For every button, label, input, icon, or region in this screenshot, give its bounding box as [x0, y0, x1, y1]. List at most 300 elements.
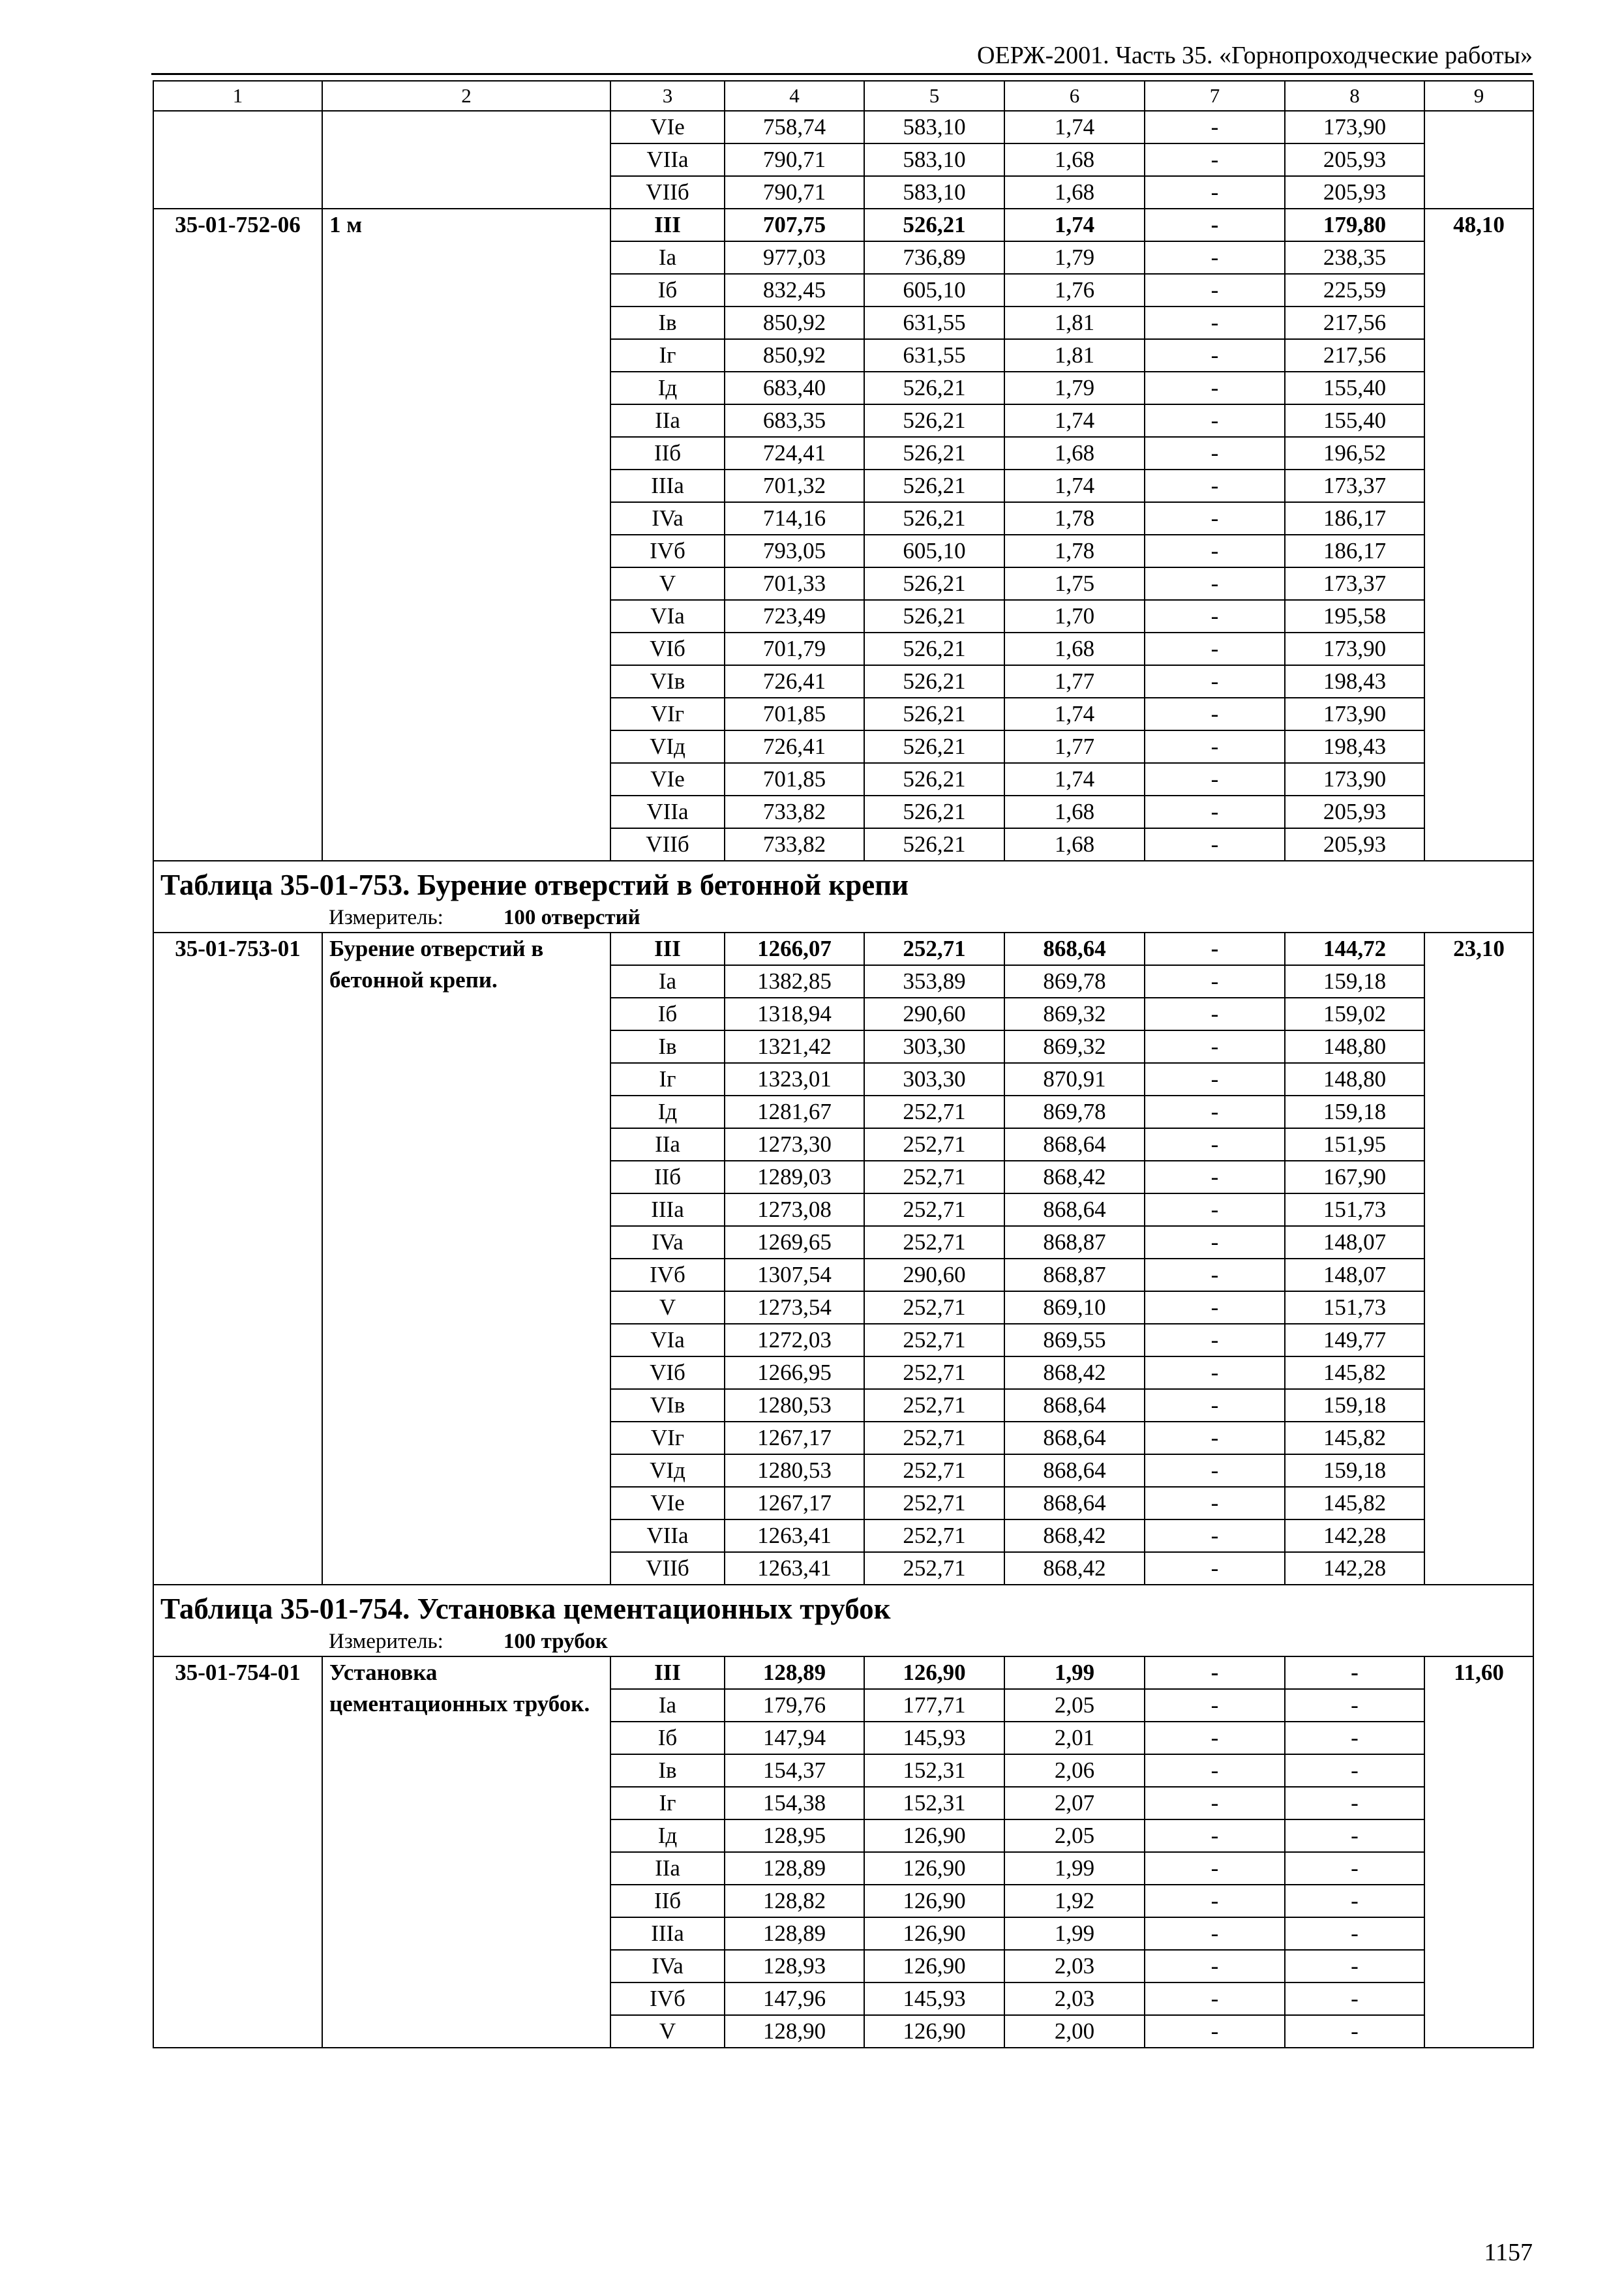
table-cell: -: [1145, 828, 1285, 861]
table-cell: 148,07: [1285, 1226, 1424, 1259]
labor-cost: 23,10: [1424, 933, 1533, 1585]
table-cell: 1,68: [1004, 176, 1145, 209]
table-cell: 126,90: [864, 1917, 1004, 1950]
table-cell: 793,05: [725, 535, 864, 567]
table-cell: 526,21: [864, 404, 1004, 437]
table-cell: -: [1285, 1754, 1424, 1787]
table-cell: 869,32: [1004, 998, 1145, 1030]
table-cell: IIб: [610, 437, 725, 470]
rate-code: 35-01-753-01: [153, 933, 322, 1585]
table-cell: 145,93: [864, 1722, 1004, 1754]
table-cell: Ia: [610, 1689, 725, 1722]
table-cell: IVб: [610, 1259, 725, 1291]
table-cell: 526,21: [864, 567, 1004, 600]
table-cell: 173,90: [1285, 633, 1424, 665]
table-cell: 526,21: [864, 633, 1004, 665]
table-cell: 173,90: [1285, 763, 1424, 796]
table-cell: 225,59: [1285, 274, 1424, 307]
table-cell: 726,41: [725, 665, 864, 698]
table-cell: VIг: [610, 1422, 725, 1454]
table-cell: 1,92: [1004, 1885, 1145, 1917]
table-cell: -: [1285, 1689, 1424, 1722]
table-cell: -: [1145, 1291, 1285, 1324]
table-cell: VIIб: [610, 176, 725, 209]
table-cell: VIд: [610, 730, 725, 763]
table-cell: 736,89: [864, 241, 1004, 274]
table-cell: 151,73: [1285, 1193, 1424, 1226]
table-title: Таблица 35-01-753. Бурение отверстий в бетонной крепи: [160, 869, 909, 901]
table-cell: -: [1145, 1030, 1285, 1063]
table-cell: -: [1145, 307, 1285, 339]
column-number: 3: [610, 81, 725, 111]
table-cell: 790,71: [725, 176, 864, 209]
table-cell: 144,72: [1285, 933, 1424, 965]
table-cell: -: [1145, 1917, 1285, 1950]
table-cell: VIб: [610, 633, 725, 665]
table-cell: 583,10: [864, 176, 1004, 209]
table-cell: 1307,54: [725, 1259, 864, 1291]
table-cell: 1,74: [1004, 111, 1145, 143]
table-cell: -: [1145, 763, 1285, 796]
table-cell: 1289,03: [725, 1161, 864, 1193]
table-cell: -: [1145, 730, 1285, 763]
table-cell: 2,06: [1004, 1754, 1145, 1787]
table-cell: -: [1145, 209, 1285, 241]
column-number: 4: [725, 81, 864, 111]
table-cell: 1267,17: [725, 1422, 864, 1454]
table-cell: 1,78: [1004, 535, 1145, 567]
table-cell: 126,90: [864, 2015, 1004, 2048]
table-cell: 526,21: [864, 698, 1004, 730]
table-cell: 707,75: [725, 209, 864, 241]
table-cell: 155,40: [1285, 404, 1424, 437]
table-cell: -: [1145, 111, 1285, 143]
table-cell: 252,71: [864, 933, 1004, 965]
table-cell: 526,21: [864, 665, 1004, 698]
table-cell: 145,82: [1285, 1487, 1424, 1519]
table-cell: Iд: [610, 1819, 725, 1852]
table-cell: Iв: [610, 1030, 725, 1063]
table-cell: 526,21: [864, 209, 1004, 241]
table-cell: VIIa: [610, 1519, 725, 1552]
table-cell: 252,71: [864, 1193, 1004, 1226]
table-cell: -: [1145, 176, 1285, 209]
table-cell: 177,71: [864, 1689, 1004, 1722]
table-cell: -: [1145, 1063, 1285, 1096]
table-cell: 167,90: [1285, 1161, 1424, 1193]
table-cell: -: [1145, 665, 1285, 698]
table-cell: -: [1145, 698, 1285, 730]
table-cell: 1,68: [1004, 633, 1145, 665]
table-cell: 2,03: [1004, 1950, 1145, 1982]
table-cell: Iб: [610, 1722, 725, 1754]
table-cell: 526,21: [864, 437, 1004, 470]
table-cell: 832,45: [725, 274, 864, 307]
table-cell: 173,37: [1285, 567, 1424, 600]
table-cell: 1,68: [1004, 143, 1145, 176]
table-cell: -: [1145, 1389, 1285, 1422]
table-cell: 238,35: [1285, 241, 1424, 274]
table-cell: VIг: [610, 698, 725, 730]
table-cell: 2,07: [1004, 1787, 1145, 1819]
table-cell: 701,85: [725, 763, 864, 796]
table-cell: 128,95: [725, 1819, 864, 1852]
table-cell: -: [1285, 2015, 1424, 2048]
table-cell: -: [1145, 339, 1285, 372]
table-cell: 145,82: [1285, 1422, 1424, 1454]
table-cell: 303,30: [864, 1063, 1004, 1096]
column-number: 7: [1145, 81, 1285, 111]
table-cell: 868,64: [1004, 1454, 1145, 1487]
table-cell: VIIб: [610, 1552, 725, 1585]
table-cell: 151,95: [1285, 1128, 1424, 1161]
table-cell: 1,81: [1004, 339, 1145, 372]
table-cell: -: [1145, 1722, 1285, 1754]
table-cell: 526,21: [864, 763, 1004, 796]
table-cell: -: [1145, 241, 1285, 274]
table-cell: 252,71: [864, 1519, 1004, 1552]
measure-label: Измеритель:: [329, 906, 444, 929]
table-cell: -: [1145, 933, 1285, 965]
table-cell: -: [1145, 1754, 1285, 1787]
table-cell: 868,64: [1004, 1487, 1145, 1519]
table-cell: 868,42: [1004, 1552, 1145, 1585]
table-cell: 850,92: [725, 307, 864, 339]
table-cell: 1,74: [1004, 404, 1145, 437]
table-cell: 126,90: [864, 1950, 1004, 1982]
labor-cost: [1424, 111, 1533, 209]
table-cell: 290,60: [864, 1259, 1004, 1291]
table-caption: [153, 1585, 1533, 1656]
table-cell: -: [1145, 1128, 1285, 1161]
table-cell: 159,02: [1285, 998, 1424, 1030]
table-cell: 1,77: [1004, 730, 1145, 763]
column-number: 6: [1004, 81, 1145, 111]
column-number: 9: [1424, 81, 1533, 111]
table-cell: -: [1145, 600, 1285, 633]
table-cell: 290,60: [864, 998, 1004, 1030]
table-cell: 126,90: [864, 1852, 1004, 1885]
table-cell: 2,00: [1004, 2015, 1145, 2048]
labor-cost: 48,10: [1424, 209, 1533, 861]
measure-value: 100 трубок: [503, 1630, 608, 1653]
table-cell: 128,89: [725, 1917, 864, 1950]
table-cell: 252,71: [864, 1324, 1004, 1356]
table-cell: -: [1145, 1096, 1285, 1128]
table-cell: 1318,94: [725, 998, 864, 1030]
table-cell: 198,43: [1285, 730, 1424, 763]
table-cell: 526,21: [864, 796, 1004, 828]
table-cell: 252,71: [864, 1128, 1004, 1161]
table-cell: 154,37: [725, 1754, 864, 1787]
table-cell: -: [1145, 1259, 1285, 1291]
table-cell: 353,89: [864, 965, 1004, 998]
table-cell: 252,71: [864, 1454, 1004, 1487]
table-cell: -: [1145, 796, 1285, 828]
table-cell: 1266,07: [725, 933, 864, 965]
table-cell: VIa: [610, 600, 725, 633]
table-cell: 2,05: [1004, 1819, 1145, 1852]
table-row: [153, 111, 1533, 143]
table-cell: 205,93: [1285, 796, 1424, 828]
table-cell: IVa: [610, 1226, 725, 1259]
table-cell: VIв: [610, 1389, 725, 1422]
table-cell: 868,42: [1004, 1356, 1145, 1389]
table-cell: -: [1145, 1161, 1285, 1193]
table-cell: 252,71: [864, 1389, 1004, 1422]
rates-table: [153, 80, 1534, 2048]
table-cell: 526,21: [864, 372, 1004, 404]
table-cell: 605,10: [864, 535, 1004, 567]
table-cell: 128,89: [725, 1852, 864, 1885]
header-rule: [151, 73, 1533, 75]
table-cell: 1,70: [1004, 600, 1145, 633]
table-cell: VIe: [610, 763, 725, 796]
table-cell: 126,90: [864, 1885, 1004, 1917]
table-body: [153, 81, 1533, 2048]
table-cell: 868,42: [1004, 1519, 1145, 1552]
table-cell: III: [610, 1656, 725, 1689]
table-cell: Iб: [610, 998, 725, 1030]
table-cell: -: [1285, 1950, 1424, 1982]
table-cell: 526,21: [864, 600, 1004, 633]
table-cell: 1,68: [1004, 437, 1145, 470]
table-cell: 205,93: [1285, 176, 1424, 209]
table-cell: 526,21: [864, 730, 1004, 763]
rate-code: [153, 111, 322, 209]
table-cell: 252,71: [864, 1161, 1004, 1193]
table-cell: -: [1145, 1950, 1285, 1982]
table-cell: 252,71: [864, 1226, 1004, 1259]
table-cell: Iд: [610, 372, 725, 404]
table-cell: 1,99: [1004, 1852, 1145, 1885]
table-cell: III: [610, 209, 725, 241]
table-cell: 1,79: [1004, 372, 1145, 404]
table-cell: 1,68: [1004, 828, 1145, 861]
table-cell: 1273,54: [725, 1291, 864, 1324]
table-cell: 701,32: [725, 470, 864, 502]
table-cell: -: [1145, 567, 1285, 600]
table-cell: -: [1145, 1885, 1285, 1917]
table-cell: 252,71: [864, 1552, 1004, 1585]
table-cell: -: [1285, 1982, 1424, 2015]
table-cell: 159,18: [1285, 1454, 1424, 1487]
table-cell: 977,03: [725, 241, 864, 274]
table-cell: VIa: [610, 1324, 725, 1356]
table-cell: 1280,53: [725, 1454, 864, 1487]
table-cell: 152,31: [864, 1754, 1004, 1787]
table-cell: 1,81: [1004, 307, 1145, 339]
table-cell: 252,71: [864, 1291, 1004, 1324]
table-cell: 252,71: [864, 1487, 1004, 1519]
table-cell: Iд: [610, 1096, 725, 1128]
table-cell: 142,28: [1285, 1519, 1424, 1552]
table-cell: 605,10: [864, 274, 1004, 307]
table-cell: 1281,67: [725, 1096, 864, 1128]
table-cell: 152,31: [864, 1787, 1004, 1819]
table-cell: 868,87: [1004, 1226, 1145, 1259]
table-cell: 850,92: [725, 339, 864, 372]
table-cell: 1,74: [1004, 763, 1145, 796]
table-cell: -: [1145, 143, 1285, 176]
table-cell: VIв: [610, 665, 725, 698]
rate-code: 35-01-754-01: [153, 1656, 322, 2048]
table-cell: 252,71: [864, 1356, 1004, 1389]
table-cell: 723,49: [725, 600, 864, 633]
table-cell: IVa: [610, 502, 725, 535]
work-name: Бурение отверстий в бетонной крепи.: [322, 933, 610, 1585]
table-cell: IIIa: [610, 470, 725, 502]
table-cell: Iв: [610, 307, 725, 339]
table-cell: 147,94: [725, 1722, 864, 1754]
table-cell: 869,78: [1004, 965, 1145, 998]
table-cell: 186,17: [1285, 535, 1424, 567]
table-cell: -: [1145, 1982, 1285, 2015]
table-cell: Iг: [610, 339, 725, 372]
table-cell: VIe: [610, 111, 725, 143]
table-cell: 1273,08: [725, 1193, 864, 1226]
table-cell: 126,90: [864, 1819, 1004, 1852]
table-cell: -: [1285, 1819, 1424, 1852]
table-caption-row: [153, 861, 1533, 933]
table-cell: 217,56: [1285, 307, 1424, 339]
column-number: 5: [864, 81, 1004, 111]
table-cell: 1,77: [1004, 665, 1145, 698]
table-cell: Ia: [610, 965, 725, 998]
table-cell: 154,38: [725, 1787, 864, 1819]
table-cell: 198,43: [1285, 665, 1424, 698]
table-cell: IIa: [610, 404, 725, 437]
table-cell: -: [1145, 1519, 1285, 1552]
table-cell: 148,07: [1285, 1259, 1424, 1291]
table-cell: V: [610, 2015, 725, 2048]
table-cell: VIIa: [610, 796, 725, 828]
table-cell: 151,73: [1285, 1291, 1424, 1324]
table-cell: 149,77: [1285, 1324, 1424, 1356]
table-caption: [153, 861, 1533, 933]
table-cell: Ia: [610, 241, 725, 274]
table-cell: 1,79: [1004, 241, 1145, 274]
table-cell: 1,74: [1004, 698, 1145, 730]
table-cell: 173,90: [1285, 111, 1424, 143]
table-cell: 758,74: [725, 111, 864, 143]
table-cell: 733,82: [725, 796, 864, 828]
work-name: 1 м: [322, 209, 610, 861]
table-cell: 1269,65: [725, 1226, 864, 1259]
table-cell: 733,82: [725, 828, 864, 861]
measure-value: 100 отверстий: [503, 906, 640, 929]
table-cell: 583,10: [864, 111, 1004, 143]
work-name: Установка цементационных трубок.: [322, 1656, 610, 2048]
rate-code: 35-01-752-06: [153, 209, 322, 861]
table-cell: 252,71: [864, 1096, 1004, 1128]
table-cell: -: [1145, 998, 1285, 1030]
page-number: 1157: [1484, 2239, 1533, 2266]
table-cell: 701,33: [725, 567, 864, 600]
table-cell: 1382,85: [725, 965, 864, 998]
table-cell: 2,01: [1004, 1722, 1145, 1754]
table-cell: 1273,30: [725, 1128, 864, 1161]
table-cell: 1,99: [1004, 1656, 1145, 1689]
table-cell: 868,64: [1004, 1193, 1145, 1226]
table-cell: IVa: [610, 1950, 725, 1982]
table-cell: -: [1145, 372, 1285, 404]
table-cell: 303,30: [864, 1030, 1004, 1063]
table-cell: -: [1285, 1917, 1424, 1950]
table-cell: -: [1145, 1193, 1285, 1226]
table-cell: IVб: [610, 535, 725, 567]
table-cell: 205,93: [1285, 143, 1424, 176]
table-cell: 1,68: [1004, 796, 1145, 828]
column-number: 2: [322, 81, 610, 111]
table-cell: 148,80: [1285, 1063, 1424, 1096]
table-cell: -: [1145, 1819, 1285, 1852]
table-cell: IIIa: [610, 1917, 725, 1950]
table-cell: 159,18: [1285, 965, 1424, 998]
table-cell: Iб: [610, 274, 725, 307]
table-cell: 869,55: [1004, 1324, 1145, 1356]
table-cell: -: [1145, 633, 1285, 665]
table-cell: VIд: [610, 1454, 725, 1487]
table-cell: IVб: [610, 1982, 725, 2015]
table-cell: -: [1145, 1656, 1285, 1689]
table-cell: -: [1145, 1226, 1285, 1259]
table-cell: 128,90: [725, 2015, 864, 2048]
table-cell: 126,90: [864, 1656, 1004, 1689]
table-cell: 868,64: [1004, 1128, 1145, 1161]
table-cell: 868,64: [1004, 1422, 1145, 1454]
table-cell: Iг: [610, 1063, 725, 1096]
table-cell: VIe: [610, 1487, 725, 1519]
table-cell: 1,78: [1004, 502, 1145, 535]
table-cell: -: [1145, 2015, 1285, 2048]
table-cell: 526,21: [864, 828, 1004, 861]
table-cell: -: [1145, 1689, 1285, 1722]
table-cell: 869,10: [1004, 1291, 1145, 1324]
table-cell: 683,40: [725, 372, 864, 404]
table-cell: 159,18: [1285, 1389, 1424, 1422]
table-cell: 683,35: [725, 404, 864, 437]
table-cell: 147,96: [725, 1982, 864, 2015]
work-name: [322, 111, 610, 209]
table-cell: VIIб: [610, 828, 725, 861]
table-cell: -: [1145, 1454, 1285, 1487]
table-cell: V: [610, 567, 725, 600]
table-cell: IIб: [610, 1161, 725, 1193]
table-cell: 701,79: [725, 633, 864, 665]
table-cell: 526,21: [864, 470, 1004, 502]
table-cell: 1263,41: [725, 1519, 864, 1552]
table-cell: 205,93: [1285, 828, 1424, 861]
table-cell: -: [1285, 1656, 1424, 1689]
column-number-row: [153, 81, 1533, 111]
table-cell: 1,75: [1004, 567, 1145, 600]
measure-label: Измеритель:: [329, 1630, 444, 1653]
table-cell: 1266,95: [725, 1356, 864, 1389]
table-cell: 868,87: [1004, 1259, 1145, 1291]
table-cell: 583,10: [864, 143, 1004, 176]
table-cell: -: [1285, 1885, 1424, 1917]
table-cell: 128,82: [725, 1885, 864, 1917]
table-cell: 155,40: [1285, 372, 1424, 404]
table-cell: -: [1145, 404, 1285, 437]
table-cell: 1321,42: [725, 1030, 864, 1063]
table-row: [153, 1656, 1533, 1689]
table-cell: 145,82: [1285, 1356, 1424, 1389]
table-cell: 1267,17: [725, 1487, 864, 1519]
table-cell: 790,71: [725, 143, 864, 176]
table-cell: 526,21: [864, 502, 1004, 535]
